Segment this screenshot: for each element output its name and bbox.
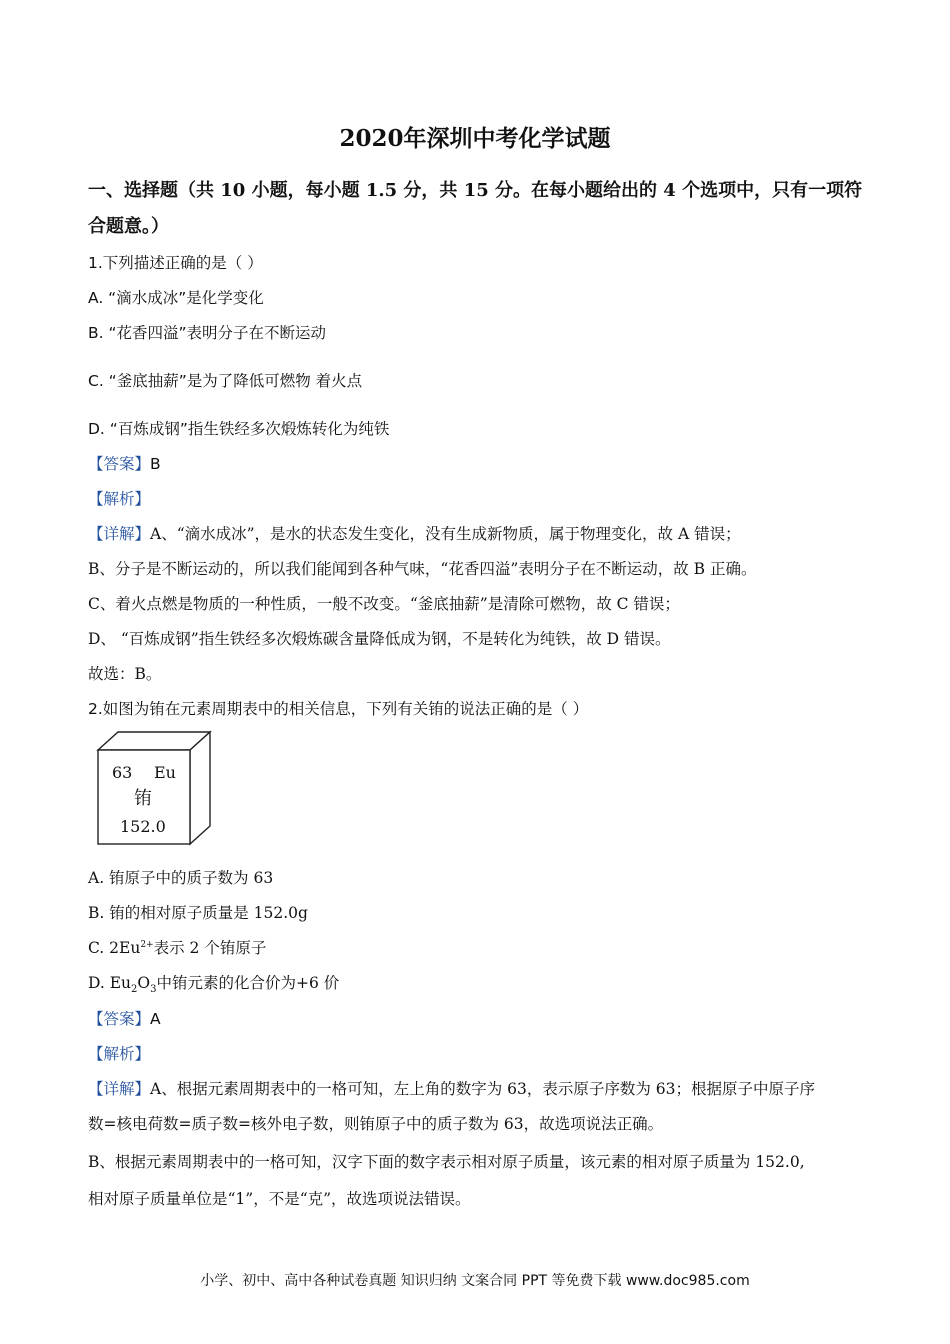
q1-answer — [88, 452, 161, 474]
q1-stem: 1.下列描述正确的是（ ） — [88, 254, 263, 272]
q1-option-b: B. “花香四溢”表明分子在不断运动 — [88, 324, 327, 342]
q1-option-c: C. “釜底抽薪”是为了降低可燃物 着火点 — [88, 372, 363, 390]
section-heading-line2: 合题意。） — [88, 216, 169, 237]
q1-option-d: D. “百炼成钢”指生铁经多次煅炼转化为纯铁 — [88, 420, 390, 438]
element-cell-figure — [96, 730, 212, 854]
detail-tag: 【详解】 — [88, 1080, 151, 1098]
q2-option-b: B. 铕的相对原子质量是 152.0g — [88, 904, 308, 922]
detail-tag: 【详解】 — [88, 525, 151, 543]
answer-value: B — [150, 455, 161, 473]
q2-detail-line: B、根据元素周期表中的一格可知，汉字下面的数字表示相对原子质量，该元素的相对原子质量为 152.0, — [88, 1153, 805, 1171]
section-heading-line1: 一、选择题（共 10 小题，每小题 1.5 分，共 15 分。在每小题给出的 4 个选项中，只有一项符 — [88, 180, 863, 201]
detail-text: A、根据元素周期表中的一格可知，左上角的数字为 63，表示原子序数为 63；根据原子中原子序 — [150, 1080, 816, 1098]
answer-tag: 【答案】 — [88, 1010, 151, 1028]
answer-value: A — [150, 1010, 161, 1028]
q1-option-a: A. “滴水成冰”是化学变化 — [88, 289, 264, 307]
page-title: 2020年深圳中考化学试题 — [339, 125, 611, 152]
q1-detail-line — [88, 522, 741, 544]
q2-stem: 2.如图为铕在元素周期表中的相关信息，下列有关铕的说法正确的是（ ） — [88, 700, 589, 718]
q1-detail-line: 故选：B。 — [88, 665, 162, 683]
answer-tag: 【答案】 — [88, 455, 151, 473]
q2-option-a: A. 铕原子中的质子数为 63 — [88, 869, 274, 887]
q2-option-c: C. $2Eu^{2+}$表示 2 个铕原子 — [88, 939, 267, 957]
q2-answer — [88, 1007, 161, 1029]
q2-detail-line: 相对原子质量单位是“1”，不是“克”，故选项说法错误。 — [88, 1190, 471, 1208]
q2-detail-line: 数=核电荷数=质子数=核外电子数，则铕原子中的质子数为 63，故选项说法正确。 — [88, 1115, 664, 1133]
q1-detail-line: D、 “百炼成钢”指生铁经多次煅炼碳含量降低成为钢，不是转化为纯铁，故 D 错误。 — [88, 630, 671, 648]
q2-detail-line — [88, 1077, 815, 1099]
q2-option-d: D. $Eu_2O_3$中铕元素的化合价为+6 价 — [88, 974, 340, 996]
charge-superscript: 2+ — [140, 939, 154, 950]
element-symbol: Eu — [154, 763, 176, 782]
q1-detail-line: C、着火点燃是物质的一种性质，一般不改变。“釜底抽薪”是清除可燃物，故 C 错误； — [88, 595, 680, 613]
detail-text: A、“滴水成冰”，是水的状态发生变化，没有生成新物质，属于物理变化，故 A 错误； — [150, 525, 741, 543]
q1-analysis-tag: 【解析】 — [88, 490, 151, 508]
q2-analysis-tag: 【解析】 — [88, 1045, 151, 1063]
element-name: 铕 — [134, 788, 152, 809]
q1-detail-line: B、分子是不断运动的，所以我们能闻到各种气味，“花香四溢”表明分子在不断运动，故 B 正确。 — [88, 560, 757, 578]
element-number: 63 — [112, 763, 133, 782]
page-footer: 小学、初中、高中各种试卷真题 知识归纳 文案合同 PPT 等免费下载 www.doc985.com — [200, 1273, 750, 1289]
element-mass: 152.0 — [120, 817, 166, 836]
